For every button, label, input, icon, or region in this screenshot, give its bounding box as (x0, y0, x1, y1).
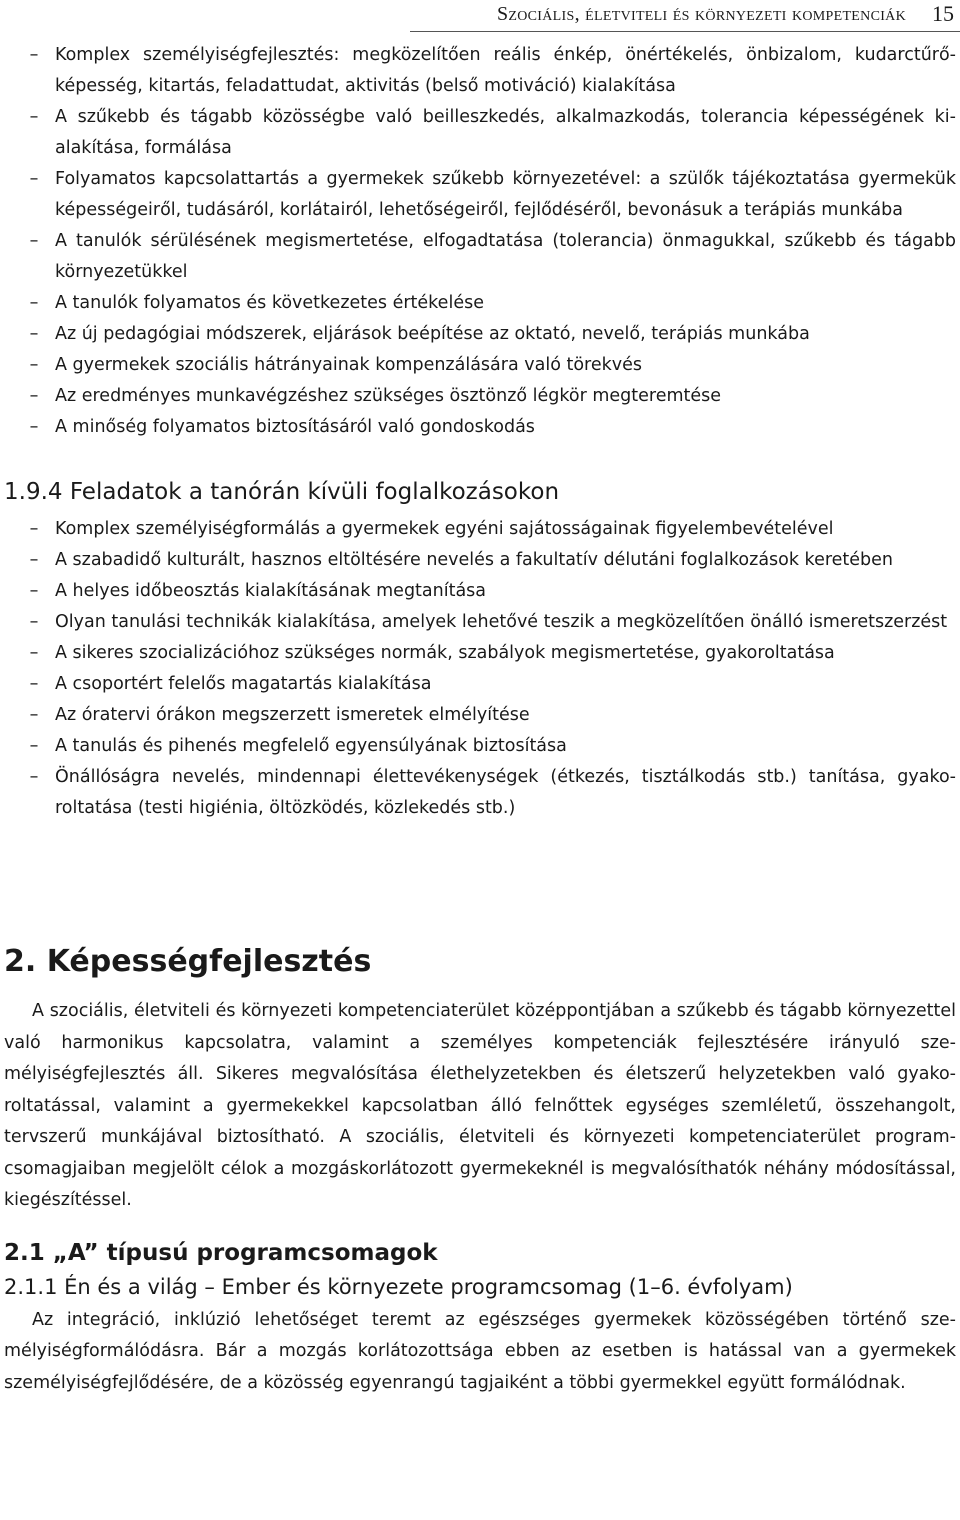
dash-bullet: – (29, 550, 39, 570)
dash-bullet: – (29, 293, 39, 313)
list-item-text: A gyermekek szociális hátrányainak kompenzálására való törekvés (55, 355, 642, 375)
dash-bullet: – (29, 107, 39, 127)
dash-bullet: – (29, 581, 39, 601)
dash-bullet: – (29, 324, 39, 344)
list-item (4, 700, 956, 731)
page-content (4, 40, 956, 1399)
dash-bullet: – (29, 643, 39, 663)
list-item (4, 381, 956, 412)
dash-bullet: – (29, 355, 39, 375)
list-item-text: A szabadidő kulturált, hasznos eltöltésére nevelés a fakultatív délutáni foglalkozások keretében (55, 550, 894, 570)
dash-bullet: – (29, 519, 39, 539)
list-item (4, 762, 956, 824)
running-header (0, 0, 960, 34)
list-item-text: A tanulók folyamatos és következetes értékelése (55, 293, 484, 313)
list-item (4, 607, 956, 638)
list-item (4, 669, 956, 700)
list-item (4, 226, 956, 288)
section-heading-2-1: 2.1 „A” típusú programcsomagok (4, 1239, 438, 1266)
list-item-text: Olyan tanulási technikák kialakítása, amelyek lehetővé teszik a megközelítően önálló ismeretszerzést (55, 612, 948, 632)
list-item (4, 576, 956, 607)
dash-bullet: – (29, 736, 39, 756)
dash-bullet: – (29, 45, 39, 65)
dash-bullet: – (29, 674, 39, 694)
dash-bullet: – (29, 417, 39, 437)
list-item (4, 638, 956, 669)
dash-bullet: – (29, 612, 39, 632)
section-heading-1-9-4: 1.9.4 Feladatok a tanórán kívüli foglalkozásokon (4, 479, 560, 505)
list-item-text: Folyamatos kapcsolattartás a gyermekek szűkebb környezetével: a szülők tájékoztatása gyermekük képességeiről, tudásáról, korlátairól, lehetőségeiről, fejlődéséről, bevonásuk a terápiás munkába (55, 169, 956, 220)
dash-bullet: – (29, 169, 39, 189)
list-item-text: A minőség folyamatos biztosításáról való gondoskodás (55, 417, 535, 437)
list-item-text: Komplex személyiségfejlesztés: megközelítően reális énkép, önértékelés, önbizalom, kudarctűrő-képesség, kitartás, feladattudat, aktivitás (belső motiváció) kialakítása (55, 45, 956, 96)
list-item (4, 319, 956, 350)
list-item-text: A tanulók sérülésének megismertetése, elfogadtatása (tolerancia) önmagukkal, szűkebb és tágabb környezetükkel (55, 231, 956, 282)
page-number: 15 (932, 1, 954, 26)
section-2-1-1-paragraph: Az integráció, inklúzió lehetőséget teremt az egészséges gyermekek közösségében történő személyiségformálódásra. Bár a mozgás korlátozottsága ebben az esetben is hatással van a gyermekek személyiségfejlődésére, de a közösség egyenrangú tagjaiként a többi gyermekkel együtt formálódnak. (4, 1309, 956, 1393)
list-item (4, 545, 956, 576)
subsection-heading-2-1-1: 2.1.1 Én és a világ – Ember és környezete programcsomag (1–6. évfolyam) (4, 1274, 793, 1299)
task-list-1 (4, 40, 956, 443)
list-item (4, 164, 956, 226)
running-header-title: Szociális, életviteli és környezeti kompetenciák (496, 3, 906, 25)
list-item-text: Az óratervi órákon megszerzett ismeretek elmélyítése (55, 705, 530, 725)
list-item-text: Komplex személyiségformálás a gyermekek egyéni sajátosságainak figyelembevételével (55, 519, 834, 539)
list-item-text: A tanulás és pihenés megfelelő egyensúlyának biztosítása (55, 736, 567, 756)
list-item (4, 40, 956, 102)
list-item-text: Az eredményes munkavégzéshez szükséges ösztönző légkör megteremtése (55, 386, 722, 406)
list-item-text: A szűkebb és tágabb közösségbe való beilleszkedés, alkalmazkodás, tolerancia képességének kialakítása, formálása (55, 107, 956, 158)
list-item (4, 350, 956, 381)
dash-bullet: – (29, 767, 39, 787)
list-item-text: Önállóságra nevelés, mindennapi élettevékenységek (étkezés, tisztálkodás stb.) tanítása, gyakoroltatása (testi higiénia, öltözködés, közlekedés stb.) (55, 767, 956, 818)
list-item-text: A helyes időbeosztás kialakításának megtanítása (55, 581, 487, 601)
dash-bullet: – (29, 386, 39, 406)
list-item (4, 514, 956, 545)
header-rule (410, 31, 960, 32)
list-item (4, 412, 956, 443)
dash-bullet: – (29, 705, 39, 725)
chapter-heading-2: 2. Képességfejlesztés (4, 944, 372, 979)
task-list-2 (4, 514, 956, 824)
list-item-text: Az új pedagógiai módszerek, eljárások beépítése az oktató, nevelő, terápiás munkába (55, 324, 810, 344)
list-item (4, 731, 956, 762)
list-item-text: A sikeres szocializációhoz szükséges normák, szabályok megismertetése, gyakoroltatása (55, 643, 835, 663)
list-item-text: A csoportért felelős magatartás kialakítása (55, 674, 432, 694)
list-item (4, 288, 956, 319)
chapter-2-paragraph: A szociális, életviteli és környezeti kompetenciaterület középpontjában a szűkebb és tágabb környezettel való harmonikus kapcsolatra, valamint a személyes kompetenciák fejlesztésére irányuló személyiségfejlesztés áll. Sikeres megvalósítása élethelyzetekben és életszerű helyzetekben való gyakoroltatással, valamint a gyermekekkel kapcsolatban álló felnőttek egységes szemléletű, összehangolt, tervszerű munkájával biztosítható. A szociális, életviteli és környezeti kompetenciaterület programcsomagjaiban megjelölt célok a mozgáskorlátozott gyermekeknél is megvalósíthatók néhány módosítással, kiegészítéssel. (4, 1001, 956, 1210)
list-item (4, 102, 956, 164)
dash-bullet: – (29, 231, 39, 251)
